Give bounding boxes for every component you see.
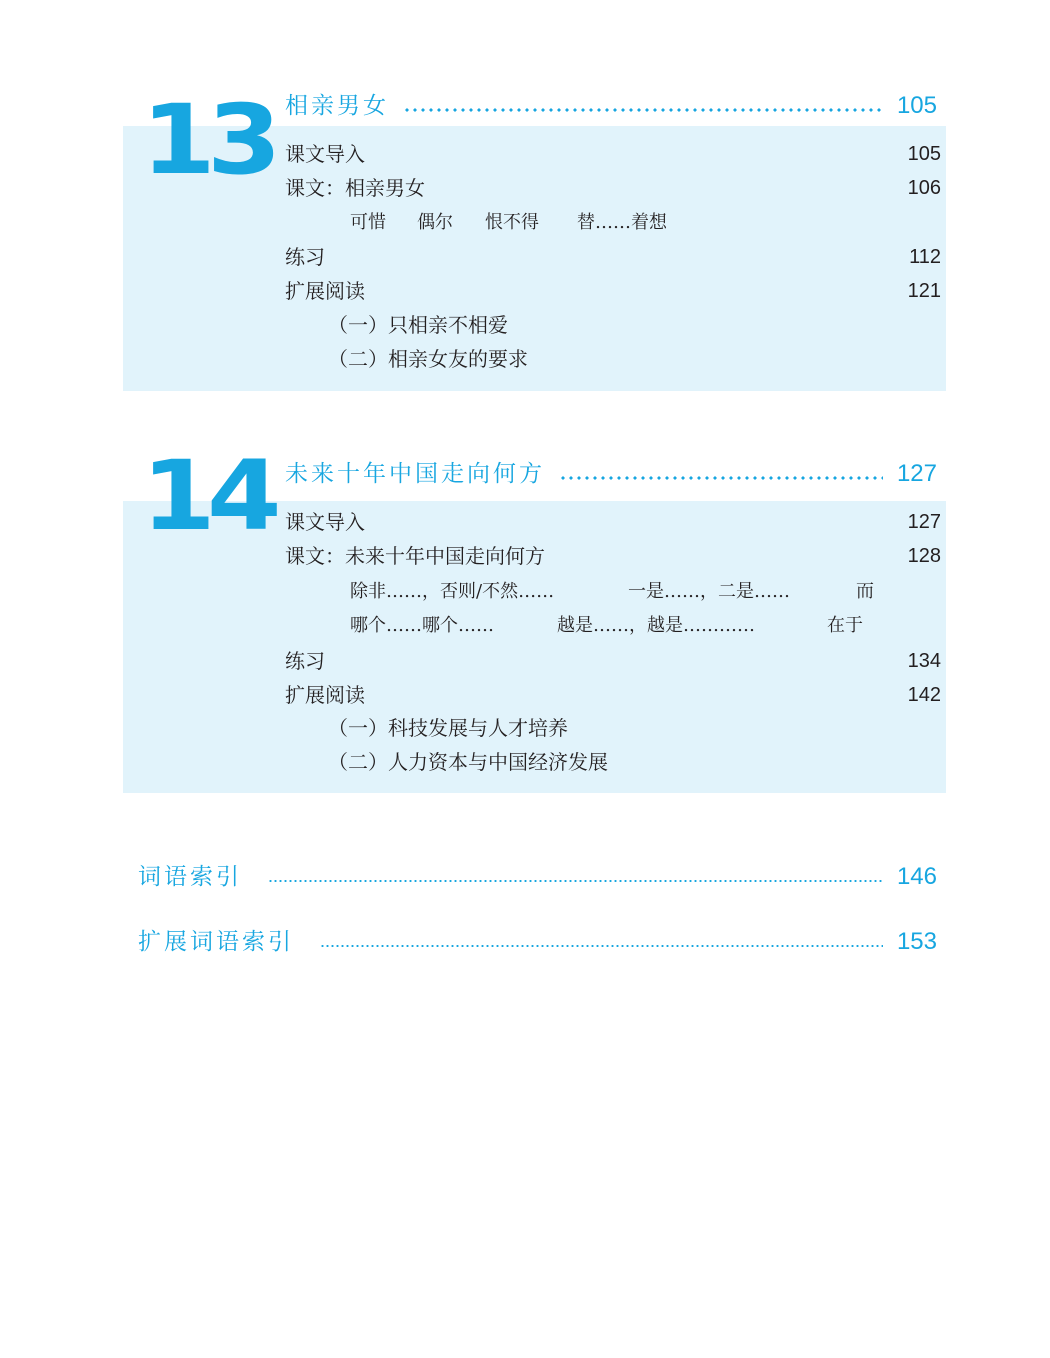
toc-entry-label: 扩展阅读: [285, 279, 365, 303]
toc-entry-label: 课文导入: [285, 142, 365, 166]
toc-entry-label: 课文：未来十年中国走向何方: [285, 544, 545, 568]
reading-item[interactable]: （二）相亲女友的要求: [328, 347, 528, 371]
grammar-point: 一是……，二是……: [628, 581, 790, 602]
toc-entry-label: 扩展阅读: [285, 683, 365, 707]
toc-entry-exercise[interactable]: [285, 243, 941, 271]
toc-entry-label: 练习: [285, 245, 325, 269]
toc-entry-text[interactable]: [285, 174, 941, 202]
toc-entry-text[interactable]: [285, 542, 941, 570]
toc-entry-label: 练习: [285, 649, 325, 673]
lesson-13-page: 105: [896, 92, 937, 119]
toc-entry-page: 134: [907, 650, 941, 672]
toc-entry-page: 106: [907, 177, 941, 199]
lesson-14-title: 未来十年中国走向何方: [285, 461, 545, 487]
grammar-point: 哪个……哪个……: [350, 615, 494, 636]
toc-entry-page: 105: [907, 143, 941, 165]
reading-item[interactable]: （二）人力资本与中国经济发展: [328, 750, 608, 774]
grammar-point: 在于: [827, 615, 863, 636]
dot-leader: [268, 879, 883, 883]
grammar-point: 替……着想: [577, 212, 667, 233]
toc-entry-page: 128: [907, 545, 941, 567]
dot-leader: [403, 108, 883, 112]
toc-entry-page: 121: [907, 280, 941, 302]
toc-entry-page: 127: [907, 511, 941, 533]
reading-item[interactable]: （一）科技发展与人才培养: [328, 716, 568, 740]
toc-entry-exercise[interactable]: [285, 647, 941, 675]
lesson-14-page: 127: [896, 460, 937, 487]
toc-entry-page: 112: [909, 246, 941, 268]
toc-entry-page: 142: [907, 684, 941, 706]
toc-entry-label: 课文导入: [285, 510, 365, 534]
lesson-13-title-row[interactable]: [285, 87, 937, 127]
index-title: 扩展词语索引: [138, 929, 294, 955]
lesson-14-number: 14: [141, 440, 273, 552]
lesson-13-number: 13: [141, 84, 273, 196]
toc-entry-intro[interactable]: [285, 140, 941, 168]
index-title: 词语索引: [138, 864, 242, 890]
lesson-13-title: 相亲男女: [285, 93, 389, 119]
reading-item[interactable]: （一）只相亲不相爱: [328, 313, 508, 337]
index-page: 146: [896, 863, 937, 890]
index-entry-vocabulary[interactable]: [138, 858, 937, 898]
index-page: 153: [896, 928, 937, 955]
toc-entry-reading[interactable]: [285, 277, 941, 305]
toc-entry-intro[interactable]: [285, 508, 941, 536]
grammar-point: 而: [856, 581, 874, 602]
index-entry-extended-vocabulary[interactable]: [138, 923, 937, 963]
grammar-point: 偶尔: [417, 212, 453, 233]
grammar-point: 恨不得: [485, 212, 539, 233]
grammar-point: 越是……，越是…………: [557, 615, 755, 636]
grammar-point: 可惜: [350, 212, 386, 233]
toc-entry-label: 课文：相亲男女: [285, 176, 425, 200]
toc-entry-reading[interactable]: [285, 681, 941, 709]
grammar-points: [350, 209, 750, 237]
dot-leader: [559, 476, 883, 480]
grammar-points-row-2: [350, 612, 890, 640]
dot-leader: [320, 944, 883, 948]
grammar-point: 除非……，否则/不然……: [350, 581, 555, 602]
lesson-14-title-row[interactable]: [285, 455, 937, 495]
grammar-points-row-1: [350, 578, 890, 606]
